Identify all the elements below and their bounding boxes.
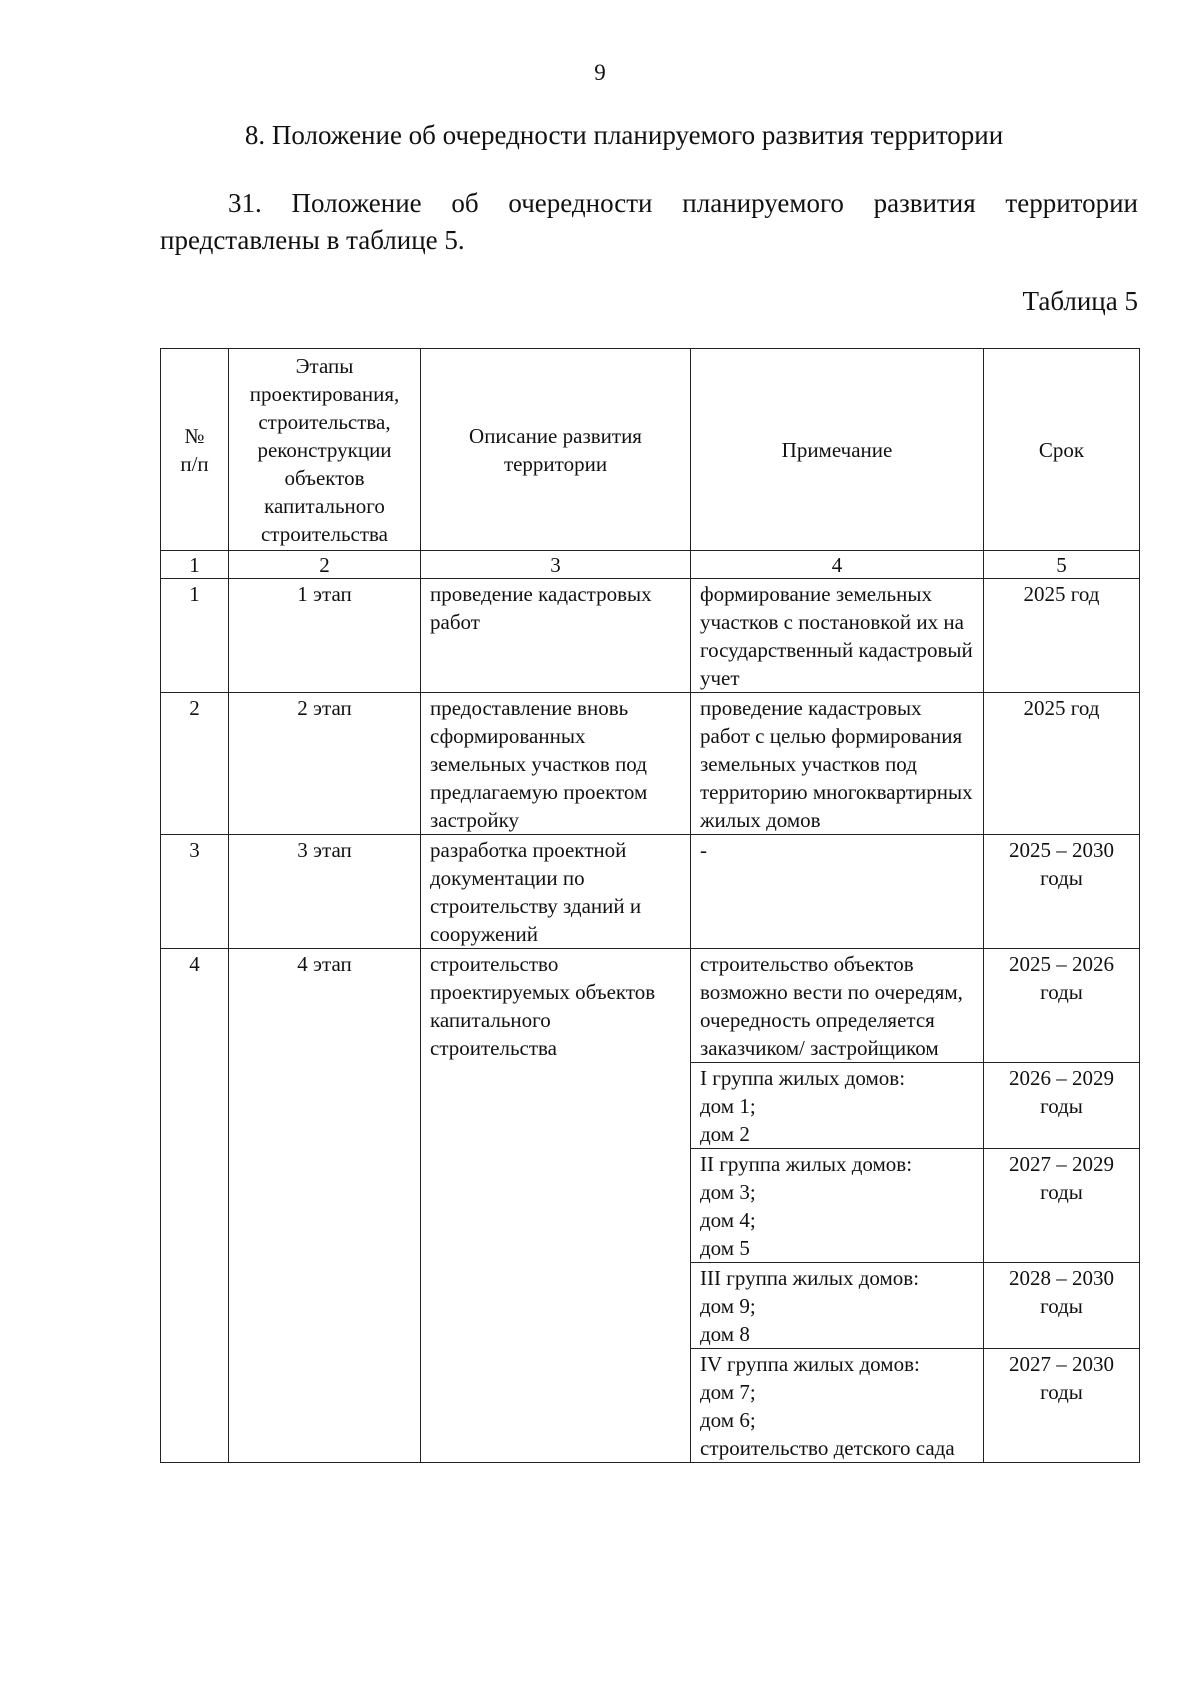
description-cell: проведение кадастровых работ [421, 579, 691, 693]
row-number-cell: 1 [161, 579, 229, 693]
note-cell: II группа жилых домов: дом 3; дом 4; дом 5 [691, 1149, 984, 1263]
header-num: № п/п [161, 349, 229, 551]
paragraph [160, 185, 1138, 259]
term-cell: 2025 – 2030 годы [984, 835, 1140, 949]
description-cell: разработка проектной документации по строительству зданий и сооружений [421, 835, 691, 949]
table-caption: Таблица 5 [1022, 286, 1138, 316]
row-number-cell: 4 [161, 949, 229, 1463]
table-row [161, 949, 1140, 1063]
header-description: Описание развития территории [421, 349, 691, 551]
term-cell: 2028 – 2030 годы [984, 1263, 1140, 1349]
table-header-row [161, 349, 1140, 551]
stage-cell: 2 этап [229, 693, 421, 835]
note-cell: III группа жилых домов: дом 9; дом 8 [691, 1263, 984, 1349]
term-cell: 2025 год [984, 693, 1140, 835]
section-heading: 8. Положение об очередности планируемого развития территории [244, 120, 1004, 150]
description-cell: строительство проектируемых объектов капитального строительства [421, 949, 691, 1463]
note-cell: I группа жилых домов: дом 1; дом 2 [691, 1063, 984, 1149]
paragraph-text: 31. Положение об очередности планируемого развития территории представлены в таблице 5. [160, 188, 1138, 255]
note-cell: проведение кадастровых работ с целью формирования земельных участков под территорию многоквартирных жилых домов [691, 693, 984, 835]
header-term: Срок [984, 349, 1140, 551]
term-cell: 2025 год [984, 579, 1140, 693]
schedule-table [160, 348, 1140, 1463]
column-number-row [161, 551, 1140, 579]
row-number-cell: 3 [161, 835, 229, 949]
header-stages: Этапы проектирования, строительства, реконструкции объектов капитального строительства [229, 349, 421, 551]
term-cell: 2026 – 2029 годы [984, 1063, 1140, 1149]
term-cell: 2027 – 2029 годы [984, 1149, 1140, 1263]
column-number: 3 [421, 551, 691, 579]
column-number: 5 [984, 551, 1140, 579]
table-row [161, 693, 1140, 835]
column-number: 1 [161, 551, 229, 579]
term-cell: 2027 – 2030 годы [984, 1349, 1140, 1463]
table-row [161, 835, 1140, 949]
term-cell: 2025 – 2026 годы [984, 949, 1140, 1063]
page-number: 9 [594, 60, 606, 85]
stage-cell: 1 этап [229, 579, 421, 693]
note-cell: IV группа жилых домов: дом 7; дом 6; строительство детского сада [691, 1349, 984, 1463]
row-number-cell: 2 [161, 693, 229, 835]
column-number: 2 [229, 551, 421, 579]
stage-cell: 3 этап [229, 835, 421, 949]
stage-cell: 4 этап [229, 949, 421, 1463]
description-cell: предоставление вновь сформированных земельных участков под предлагаемую проектом застройку [421, 693, 691, 835]
header-note: Примечание [691, 349, 984, 551]
column-number: 4 [691, 551, 984, 579]
note-cell: - [691, 835, 984, 949]
note-cell: формирование земельных участков с постановкой их на государственный кадастровый учет [691, 579, 984, 693]
note-cell: строительство объектов возможно вести по очередям, очередность определяется заказчиком/ застройщиком [691, 949, 984, 1063]
table-row [161, 579, 1140, 693]
